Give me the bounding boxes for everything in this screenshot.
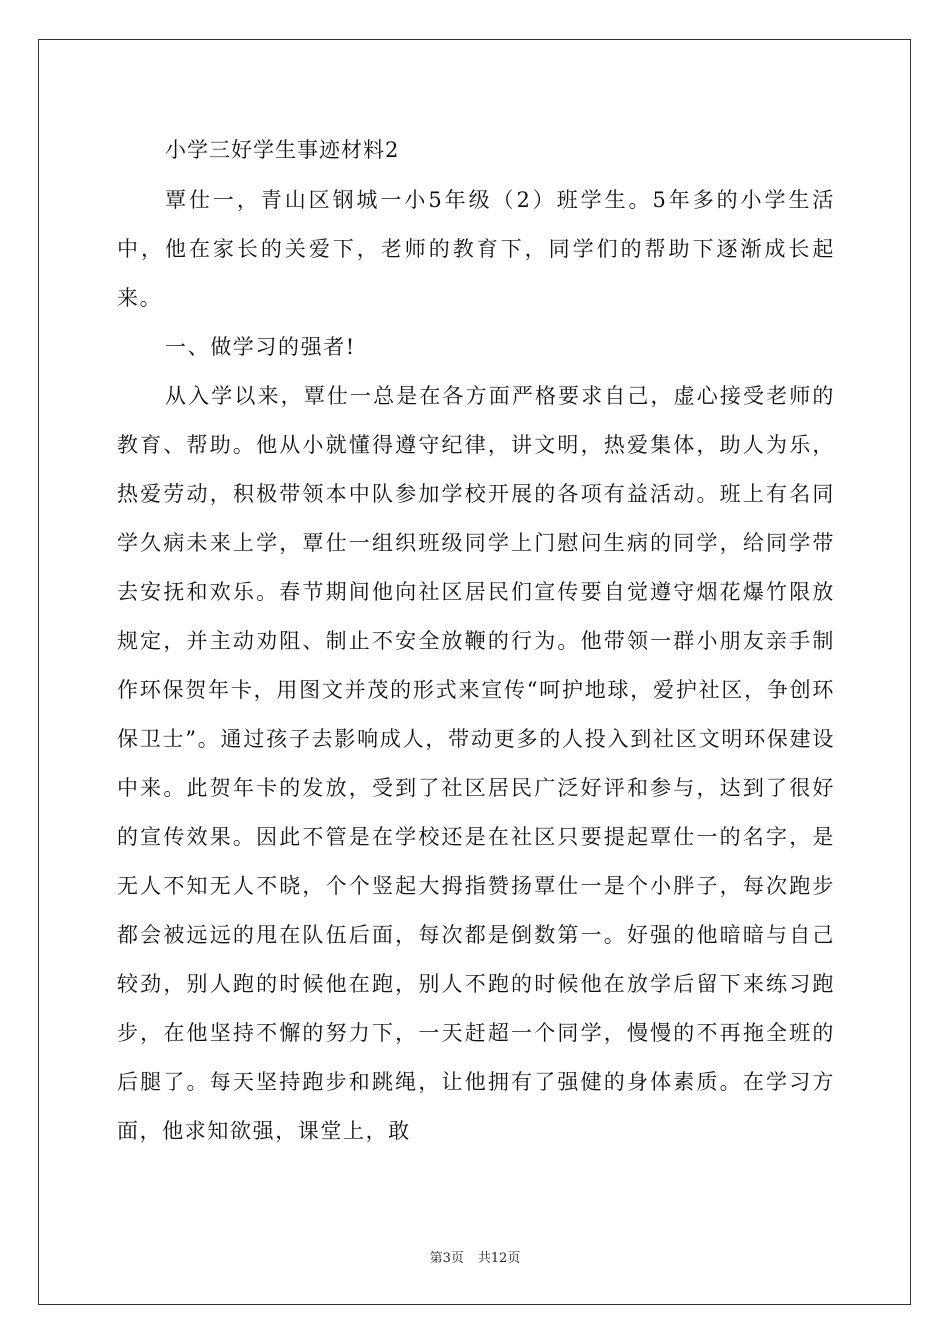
page-footer [0, 1247, 950, 1266]
page-number: 第3页 [429, 1251, 464, 1266]
paragraph-intro: 覃仕一，青山区钢城一小5年级（2）班学生。5年多的小学生活中，他在家长的关爱下，老师的教育下，同学们的帮助下逐渐成长起来。 [117, 188, 835, 310]
paragraph-main: 从入学以来，覃仕一总是在各方面严格要求自己，虚心接受老师的教育、帮助。他从小就懂得遵守纪律，讲文明，热爱集体，助人为乐，热爱劳动，积极带领本中队参加学校开展的各项有益活动。班上有名同学久病未来上学，覃仕一组织班级同学上门慰问生病的同学，给同学带去安抚和欢乐。春节期间他向社区居民们宣传要自觉遵守烟花爆竹限放规定，并主动劝阻、制止不安全放鞭的行为。他带领一群小朋友亲手制作环保贺年卡，用图文并茂的形式来宣传“呵护地球，爱护社区，争创环保卫士”。通过孩子去影响成人，带动更多的人投入到社区文明环保建设中来。此贺年卡的发放，受到了社区居民广泛好评和参与，达到了很好的宣传效果。因此不管是在学校还是在社区只要提起覃仕一的名字，是无人不知无人不晓，个个竖起大拇指赞扬覃仕一是个小胖子，每次跑步都会被远远的甩在队伍后面，每次都是倒数第一。好强的他暗暗与自己较劲，别人跑的时候他在跑，别人不跑的时候他在放学后留下来练习跑步，在他坚持不懈的努力下，一天赶超一个同学，慢慢的不再拖全班的后腿了。每天坚持跑步和跳绳，让他拥有了强健的身体素质。在学习方面，他求知欲强，课堂上，敢 [117, 384, 835, 1143]
page-total: 共12页 [477, 1251, 521, 1266]
document-body [117, 126, 835, 1156]
section-heading: 一、做学习的强者! [165, 335, 356, 359]
document-title: 小学三好学生事迹材料2 [165, 138, 400, 162]
